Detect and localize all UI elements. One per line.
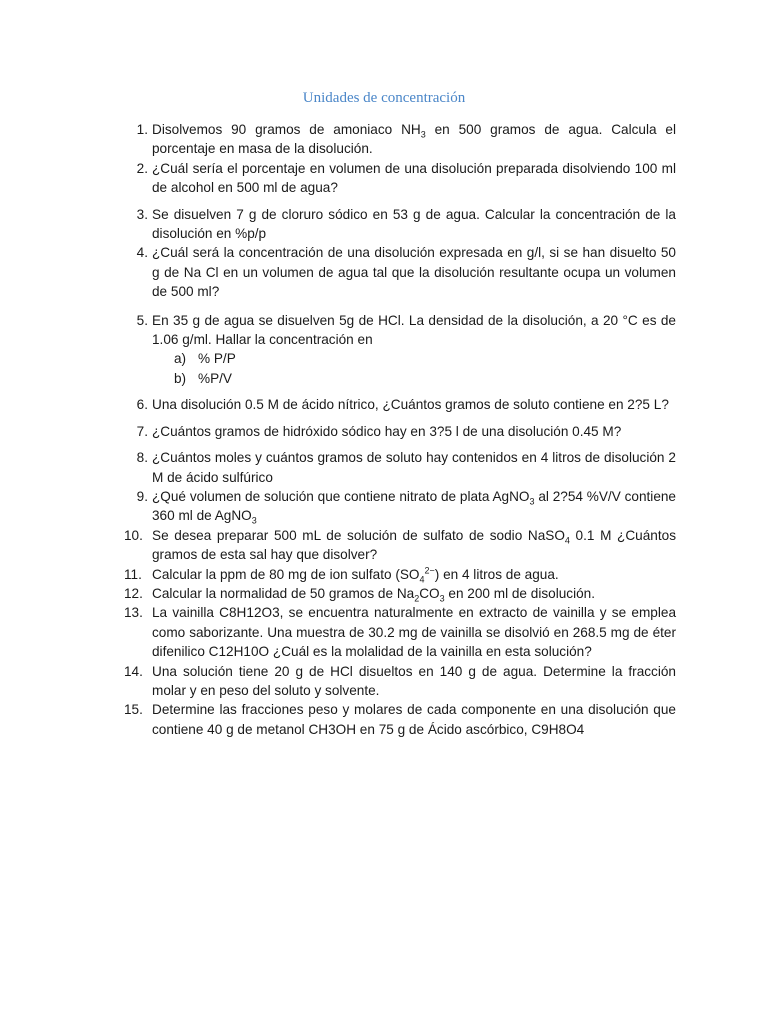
item-number: 1. <box>136 122 148 137</box>
item-number: 4. <box>136 245 148 261</box>
page-title: Unidades de concentración <box>302 90 466 106</box>
sub-list-item: a) % P/P <box>174 351 236 367</box>
list-item: 9. ¿Qué volumen de solución que contiene nitrato de plata AgNO$_3$ al 2?54 %V/V contiene 360 ml de AgNO$_3$ <box>128 487 676 526</box>
item-number: 2. <box>136 160 148 176</box>
item-number: 11. <box>124 566 142 582</box>
sub-list-item: b) %P/V <box>174 370 232 386</box>
sub-list <box>152 349 676 388</box>
list-item: 12. Calcular la normalidad de 50 gramos de $Na_2CO_3$ en 200 ml de disolución. <box>124 585 596 604</box>
list-item: 10. Se desea preparar 500 mL de solución de sulfato de sodio NaSO$_4$ 0.1 M ¿Cuántos gramos de esta sal hay que disolver? <box>124 527 676 563</box>
item-number: 15. <box>124 702 143 718</box>
list-item: 5. En 35 g de agua se disuelven 5g de HCl. La densidad de la disolución, a 20 °C es de 1.06 g/ml. Hallar la concentración en a) % P/P b) %P/V <box>128 311 676 389</box>
item-number: 13. <box>124 605 143 621</box>
list-item: 13. La vainilla C8H12O3, se encuentra naturalmente en extracto de vainilla y se emplea como saborizante. Una muestra de 30.2 mg de vainilla se disolvió en 268.5 mg de éter difenilico C12H10O ¿Cuál es la molalidad de la vainilla en esta solución? <box>124 605 676 660</box>
item-number: 10. <box>124 527 143 543</box>
list-item: 2. ¿Cuál sería el porcentaje en volumen de una disolución preparada disolviendo 100 ml de alcohol en 500 ml de agua? <box>128 159 676 198</box>
item-number: 9. <box>136 488 148 504</box>
item-number: 5. <box>136 312 148 328</box>
list-item: 8. ¿Cuántos moles y cuántos gramos de soluto hay contenidos en 4 litros de disolución 2 M de ácido sulfúrico <box>128 448 676 487</box>
list-item: 14. Una solución tiene 20 g de HCl disueltos en 140 g de agua. Determine la fracción molar y en peso del soluto y solvente. <box>124 663 676 698</box>
item-number: 3. <box>136 206 148 222</box>
item-number: 6. <box>136 397 148 413</box>
item-number: 7. <box>136 423 148 439</box>
list-item: 4. ¿Cuál será la concentración de una disolución expresada en g/l, si se han disuelto 50 g de Na Cl en un volumen de agua tal que la disolución resultante ocupa un volumen de 500 ml? <box>128 243 676 301</box>
list-item: 3. Se disuelven 7 g de cloruro sódico en 53 g de agua. Calcular la concentración de la disolución en %p/p <box>128 205 676 244</box>
list-item: 15. Determine las fracciones peso y molares de cada componente en una disolución que contiene 40 g de metanol CH3OH en 75 g de Ácido ascórbico, C9H8O4 <box>124 702 676 737</box>
list-item: 7. ¿Cuántos gramos de hidróxido sódico hay en 3?5 l de una disolución 0.45 M? <box>128 422 676 441</box>
list-item: 6. Una disolución 0.5 M de ácido nítrico, ¿Cuántos gramos de soluto contiene en 2?5 L? <box>128 395 676 414</box>
list-item: 11. Calcular la ppm de 80 mg de ion sulfato $(SO_4^{2-})$ en 4 litros de agua. <box>124 565 559 585</box>
item-number: 14. <box>124 663 143 679</box>
exercise-list <box>124 120 676 739</box>
list-item: 1. Disolvemos 90 gramos de amoniaco $NH_3$ en 500 gramos de agua. Calcula el porcentaje en masa de la disolución. <box>128 120 676 159</box>
item-number: 8. <box>136 450 148 466</box>
item-number: 12. <box>124 585 143 601</box>
